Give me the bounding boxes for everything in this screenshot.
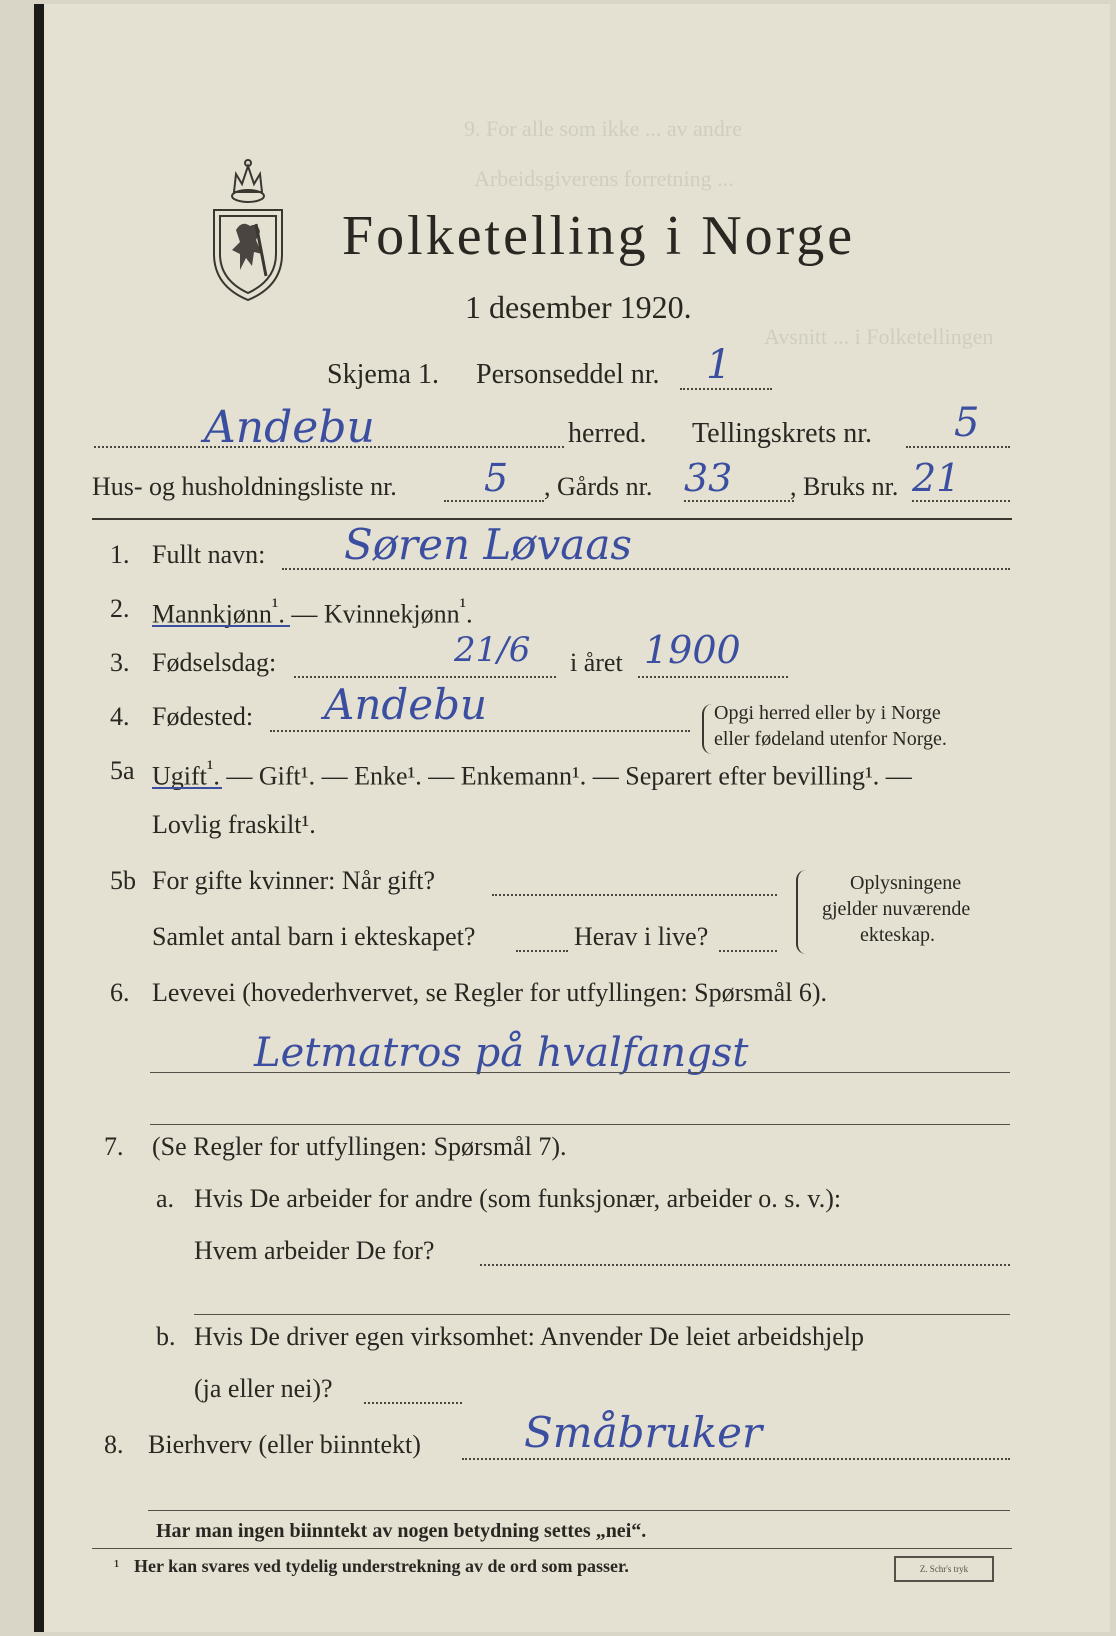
q5a-selected-underline [152, 787, 222, 789]
gards-line [684, 500, 794, 502]
q5b-note-line-3: ekteskap. [860, 924, 935, 946]
q6-value: Letmatros på hvalfangst [254, 1030, 749, 1076]
q4-line [270, 730, 690, 732]
q3-year-line [638, 676, 788, 678]
q8-label: Bierhverv (eller biinntekt) [148, 1430, 421, 1459]
form-date: 1 desember 1920. [465, 289, 692, 325]
q3-line [294, 676, 556, 678]
bruks-label: , Bruks nr. [790, 472, 899, 501]
printer-stamp: Z. Schr's tryk [894, 1556, 994, 1582]
footnote-superscript: ¹ [271, 594, 279, 618]
q7a-line-1 [480, 1264, 1010, 1266]
q8-number: 8. [104, 1430, 124, 1459]
q7-label: (Se Regler for utfyllingen: Spørsmål 7). [152, 1132, 567, 1161]
census-form-page [34, 4, 1110, 1632]
q5b-alive-label: Herav i live? [574, 922, 709, 951]
q4-label: Fødested: [152, 702, 254, 731]
q4-value: Andebu [324, 680, 488, 729]
q3-number: 3. [110, 648, 130, 677]
husliste-value: 5 [484, 456, 509, 500]
q2-separator: . — [278, 599, 324, 629]
q7a-number: a. [156, 1184, 175, 1213]
q7b-label-2: (ja eller nei)? [194, 1374, 333, 1403]
q1-label: Fullt navn: [152, 540, 266, 569]
tellingskrets-value: 5 [954, 400, 980, 446]
q5b-married-line [492, 894, 777, 896]
q6-number: 6. [110, 978, 130, 1007]
q2-end: . [466, 599, 473, 629]
bruks-value: 21 [912, 456, 961, 500]
q5b-children-line [516, 950, 568, 952]
q7b-label: Hvis De driver egen virksomhet: Anvender De leiet arbeidshjelp [194, 1322, 865, 1351]
q6-answer-line-1 [150, 1072, 1010, 1073]
q1-number: 1. [110, 540, 130, 569]
footnote-superscript: ¹ [459, 594, 467, 618]
bleed-through-text: 9. For alle som ikke ... av andre [464, 116, 742, 141]
q7a-line-2 [194, 1314, 1010, 1315]
q5b-note-line-2: gjelder nuværende [822, 898, 971, 920]
q3-year-value: 1900 [644, 628, 741, 672]
q5b-label: For gifte kvinner: Når gift? [152, 866, 436, 895]
q7b-number: b. [156, 1322, 176, 1351]
q2-selected-underline [152, 625, 290, 627]
q7a-label-2: Hvem arbeider De for? [194, 1236, 435, 1265]
q5a-status-line [152, 756, 912, 792]
q5a-ugift-option: Ugift [152, 761, 207, 791]
footer-note: Har man ingen biinntekt av nogen betydning settes „nei“. [156, 1520, 647, 1542]
husliste-label: Hus- og husholdningsliste nr. [92, 472, 397, 501]
q6-label: Levevei (hovederhvervet, se Regler for utfyllingen: Spørsmål 6). [152, 978, 828, 1007]
q5b-note-line-1: Oplysningene [850, 872, 962, 894]
q8-answer-line [148, 1510, 1010, 1511]
q4-number: 4. [110, 702, 130, 731]
personseddel-value: 1 [706, 342, 732, 388]
skjema-label: Skjema 1. [327, 359, 439, 390]
q2-number: 2. [110, 594, 130, 623]
tellingskrets-line [906, 446, 1010, 448]
tellingskrets-label: Tellingskrets nr. [692, 418, 873, 449]
q5a-line-2: Lovlig fraskilt¹. [152, 810, 316, 839]
personseddel-label: Personseddel nr. [476, 359, 660, 390]
herred-label: herred. [568, 418, 647, 449]
form-title: Folketelling i Norge [342, 205, 856, 267]
bleed-through-text: Arbeidsgiverens forretning ... [474, 166, 734, 191]
q7-number: 7. [104, 1132, 124, 1161]
gards-label: , Gårds nr. [544, 472, 653, 501]
q8-value: Småbruker [524, 1408, 763, 1457]
husliste-line [444, 500, 544, 502]
q7a-label: Hvis De arbeider for andre (som funksjonær, arbeider o. s. v.): [194, 1184, 842, 1213]
footnote-mark: ¹ [114, 1556, 120, 1576]
bruks-line [912, 500, 1010, 502]
q5b-children-label: Samlet antal barn i ekteskapet? [152, 922, 476, 951]
q3-value: 21/6 [454, 630, 531, 670]
q7b-line [364, 1402, 462, 1404]
norwegian-coat-of-arms-icon [206, 154, 290, 309]
q5a-number: 5a [110, 756, 135, 785]
q4-note-line-2: eller fødeland utenfor Norge. [714, 728, 947, 750]
q2-female-option: Kvinnekjønn [323, 599, 460, 629]
bleed-through-text: Avsnitt ... i Folketellingen [764, 324, 994, 349]
footer-divider [92, 1548, 1012, 1549]
footnote-text: Her kan svares ved tydelig understrekning av de ord som passer. [134, 1556, 629, 1576]
herred-value: Andebu [204, 402, 375, 453]
q3-label: Fødselsdag: [152, 648, 277, 677]
q8-line [462, 1458, 1010, 1460]
q5b-alive-line [719, 950, 777, 952]
q4-note-brace [702, 704, 714, 754]
footnote-superscript: ¹ [206, 756, 214, 780]
q4-note-line-1: Opgi herred eller by i Norge [714, 702, 941, 724]
q5a-other-options: . — Gift¹. — Enke¹. — Enkemann¹. — Separert efter bevilling¹. — [213, 761, 912, 791]
q1-value: Søren Løvaas [344, 520, 632, 569]
personseddel-line [680, 388, 772, 390]
q5b-number: 5b [110, 866, 136, 895]
q5b-note-brace [796, 870, 808, 954]
gards-value: 33 [684, 456, 733, 500]
q2-male-option: Mannkjønn [152, 599, 272, 629]
q6-answer-line-2 [150, 1124, 1010, 1125]
q3-year-label: i året [570, 648, 623, 677]
